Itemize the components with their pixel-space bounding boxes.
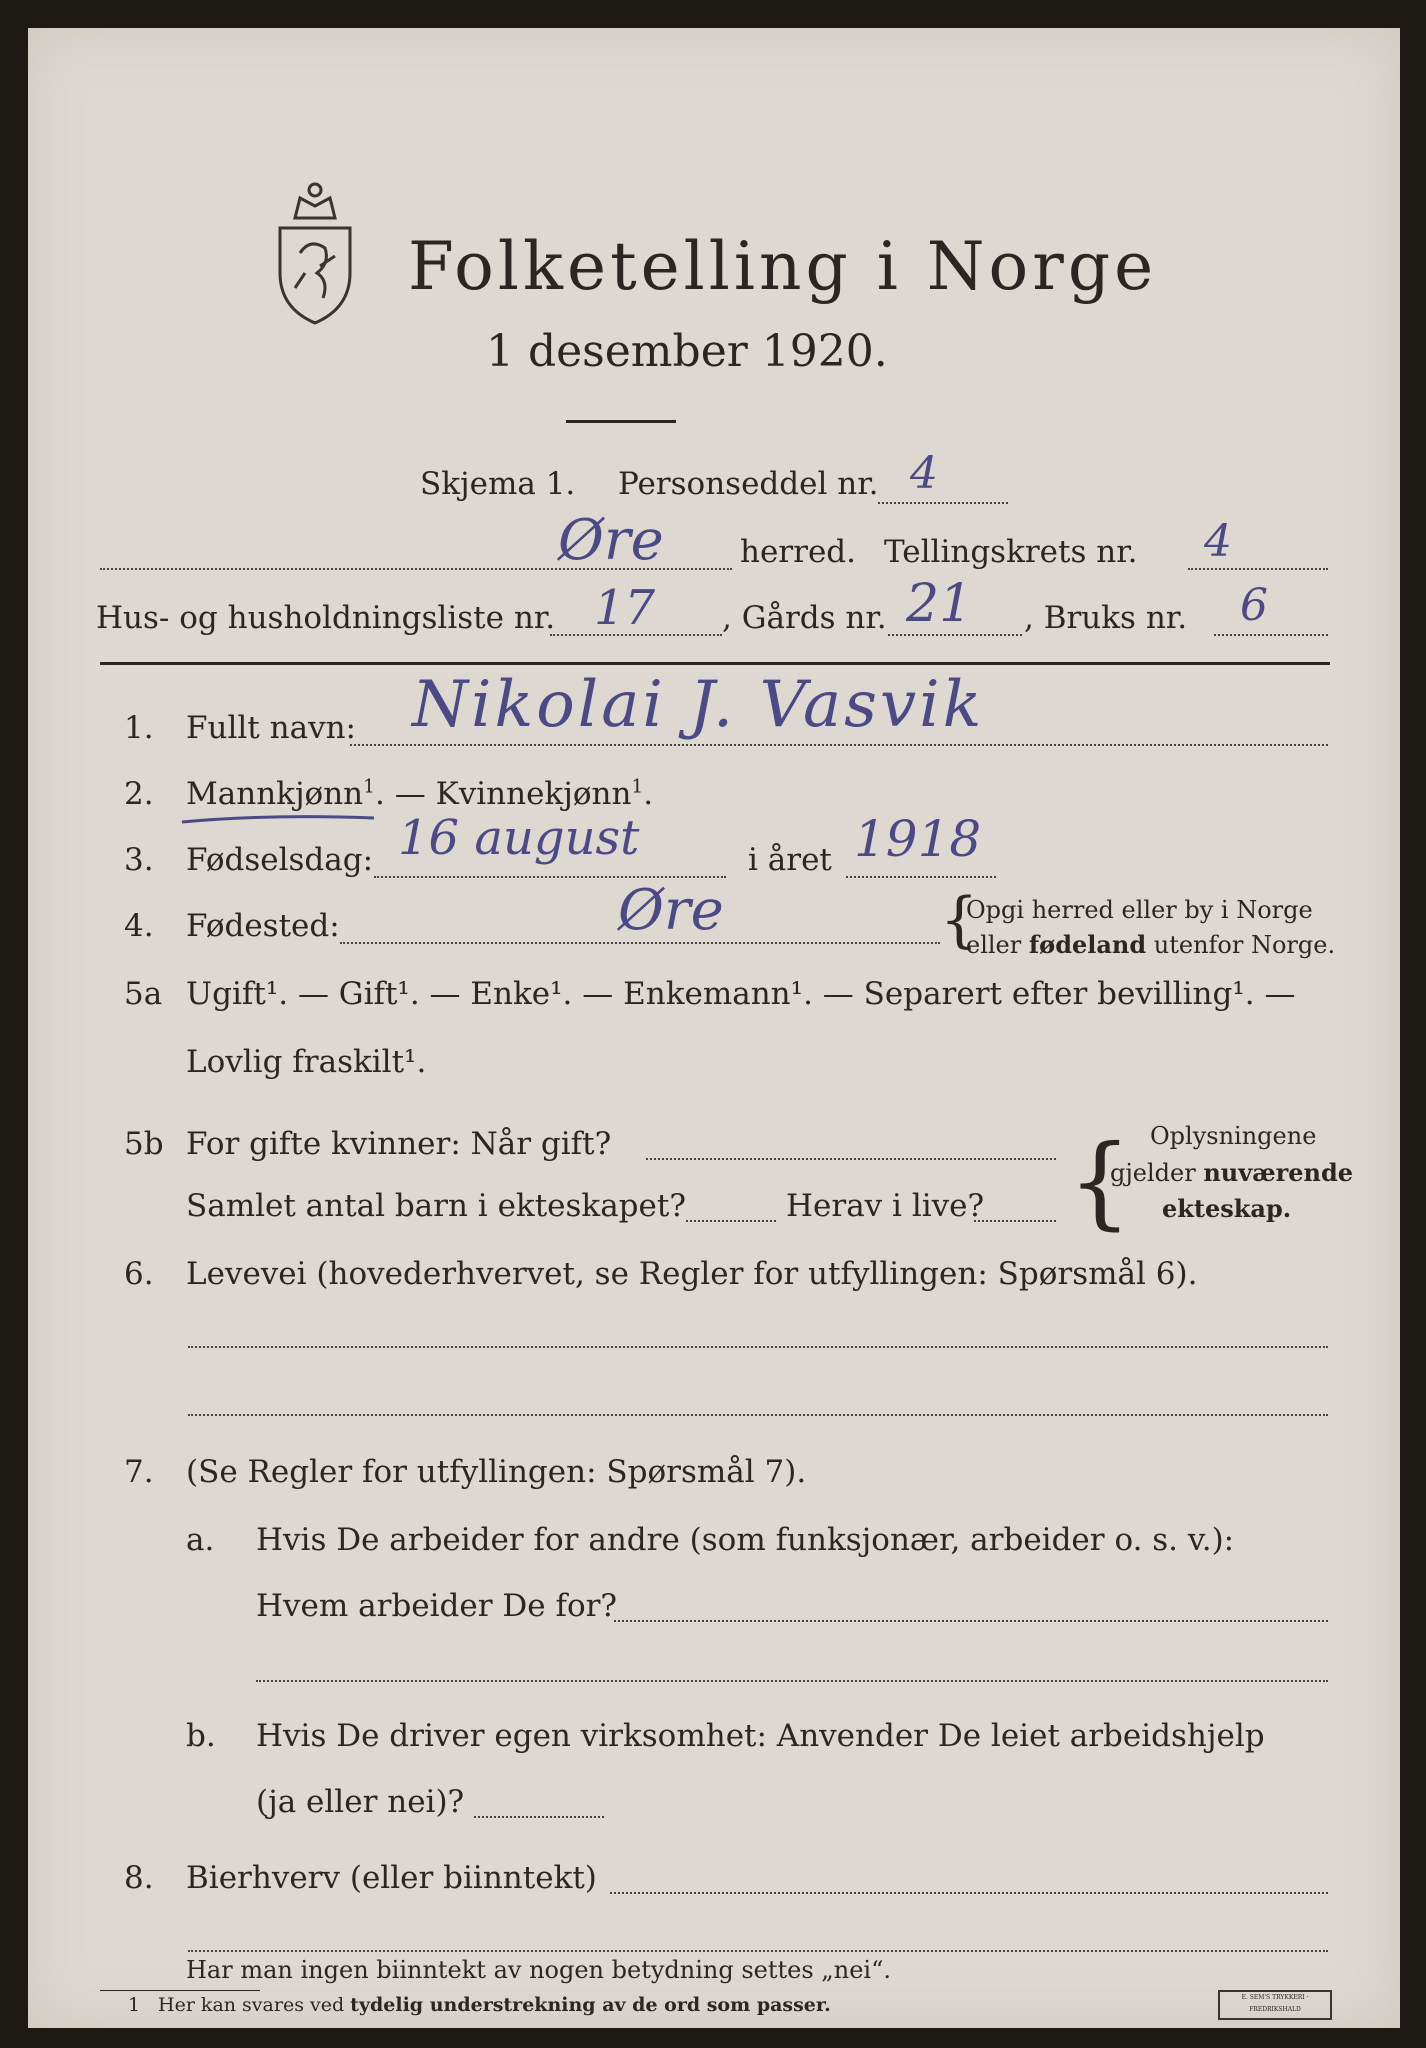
children-alive-field[interactable]	[974, 1220, 1056, 1222]
q7b-line1: Hvis De driver egen virksomhet: Anvender De leiet arbeidshjelp	[256, 1718, 1265, 1754]
gards-field[interactable]	[888, 634, 1022, 636]
married-date-field[interactable]	[646, 1158, 1056, 1160]
q4-brace: {	[940, 885, 979, 955]
printer-stamp: E. SEM'S TRYKKERI · FREDRIKSHALD	[1218, 1990, 1332, 2020]
female-option[interactable]: Kvinnekjønn	[435, 776, 632, 812]
header-divider	[100, 662, 1330, 665]
q3-number: 3.	[124, 842, 154, 878]
q5b-note-line3: ekteskap.	[1162, 1194, 1292, 1223]
male-underline-mark	[180, 812, 376, 826]
schema-label: Skjema 1.	[420, 466, 576, 502]
bruks-field[interactable]	[1214, 634, 1328, 636]
q2-end: .	[643, 776, 654, 812]
tellingskrets-label: Tellingskrets nr.	[884, 534, 1138, 570]
q2-options: Mannkjønn$^1$. — Kvinnekjønn$^1$.	[186, 776, 654, 812]
personseddel-label: Personseddel nr.	[618, 466, 879, 502]
q7a-line1: Hvis De arbeider for andre (som funksjonær, arbeider o. s. v.):	[256, 1522, 1235, 1558]
q1-number: 1.	[124, 710, 154, 746]
q8-number: 8.	[124, 1860, 154, 1896]
form-title: Folketelling i Norge	[408, 228, 1158, 305]
census-form-page	[28, 28, 1400, 2028]
q7b-line2: (ja eller nei)?	[256, 1784, 465, 1820]
bruks-value: 6	[1240, 580, 1268, 631]
footer-note: Har man ingen biinntekt av nogen betydning settes „nei“.	[186, 1956, 891, 1984]
occupation-field-line1[interactable]	[188, 1346, 1328, 1348]
q1-label: Fullt navn:	[186, 710, 356, 746]
q5b-married-label: For gifte kvinner: Når gift?	[186, 1126, 612, 1162]
birth-year-value: 1918	[854, 810, 982, 868]
q3-label: Fødselsdag:	[186, 842, 374, 878]
birthplace-value: Øre	[618, 878, 724, 943]
herred-label: herred.	[740, 534, 856, 570]
q5b-children-label: Samlet antal barn i ekteskapet?	[186, 1188, 686, 1224]
full-name-value: Nikolai J. Vasvik	[412, 668, 985, 742]
side-income-field-line2[interactable]	[188, 1950, 1328, 1952]
gards-label: , Gårds nr.	[722, 600, 887, 636]
q5b-note-line2: gjelder nuværende	[1110, 1158, 1354, 1187]
personseddel-value: 4	[910, 448, 938, 499]
q7-number: 7.	[124, 1454, 154, 1490]
marital-status-divorced[interactable]: Lovlig fraskilt¹.	[186, 1044, 427, 1080]
footnote-divider	[100, 1990, 260, 1991]
hus-label: Hus- og husholdningsliste nr.	[96, 600, 556, 636]
occupation-field-line2[interactable]	[188, 1414, 1328, 1416]
birth-year-field[interactable]	[846, 876, 996, 878]
q8-label: Bierhverv (eller biinntekt)	[186, 1860, 597, 1896]
q5b-brace: {	[1068, 1123, 1132, 1240]
q6-number: 6.	[124, 1256, 154, 1292]
children-count-field[interactable]	[686, 1220, 776, 1222]
title-divider	[566, 420, 676, 423]
q2-number: 2.	[124, 776, 154, 812]
q7a-line2: Hvem arbeider De for?	[256, 1588, 618, 1624]
q7-label: (Se Regler for utfyllingen: Spørsmål 7).	[186, 1454, 807, 1490]
employer-field-line2[interactable]	[256, 1680, 1328, 1682]
footnote-text: Her kan svares ved tydelig understrekning av de ord som passer.	[158, 1994, 831, 2016]
gards-value: 21	[906, 574, 973, 634]
tellingskrets-field[interactable]	[1188, 568, 1328, 570]
q5b-number: 5b	[124, 1126, 164, 1162]
q4-number: 4.	[124, 908, 154, 944]
q6-label: Levevei (hovederhvervet, se Regler for utfyllingen: Spørsmål 6).	[186, 1256, 1198, 1292]
q7b-letter: b.	[186, 1718, 216, 1754]
q4-note-line2: eller fødeland utenfor Norge.	[966, 930, 1336, 959]
bruks-label: , Bruks nr.	[1024, 600, 1188, 636]
q4-note-line1: Opgi herred eller by i Norge	[966, 896, 1313, 924]
q4-label: Fødested:	[186, 908, 340, 944]
hus-value: 17	[594, 580, 656, 636]
male-option[interactable]: Mannkjønn	[186, 776, 364, 812]
full-name-field[interactable]	[350, 744, 1328, 746]
q5b-note-line1: Oplysningene	[1150, 1122, 1317, 1150]
herred-value: Øre	[558, 508, 664, 573]
tellingskrets-value: 4	[1204, 516, 1232, 567]
coat-of-arms-icon	[260, 178, 370, 328]
q5b-alive-label: Herav i live?	[786, 1188, 985, 1224]
form-date: 1 desember 1920.	[486, 326, 888, 377]
birthdate-value: 16 august	[398, 810, 640, 866]
q7a-letter: a.	[186, 1522, 215, 1558]
marital-status-options[interactable]: Ugift¹. — Gift¹. — Enke¹. — Enkemann¹. — Separert efter bevilling¹. —	[186, 976, 1296, 1012]
hired-help-field[interactable]	[474, 1816, 604, 1818]
q2-separator: . —	[375, 776, 436, 812]
employer-field-line1[interactable]	[614, 1620, 1328, 1622]
footnote-number: 1	[128, 1994, 141, 2016]
q3-year-label: i året	[748, 842, 832, 878]
side-income-field-line1[interactable]	[610, 1892, 1328, 1894]
personseddel-field[interactable]	[878, 502, 1008, 504]
q5a-number: 5a	[124, 976, 163, 1012]
